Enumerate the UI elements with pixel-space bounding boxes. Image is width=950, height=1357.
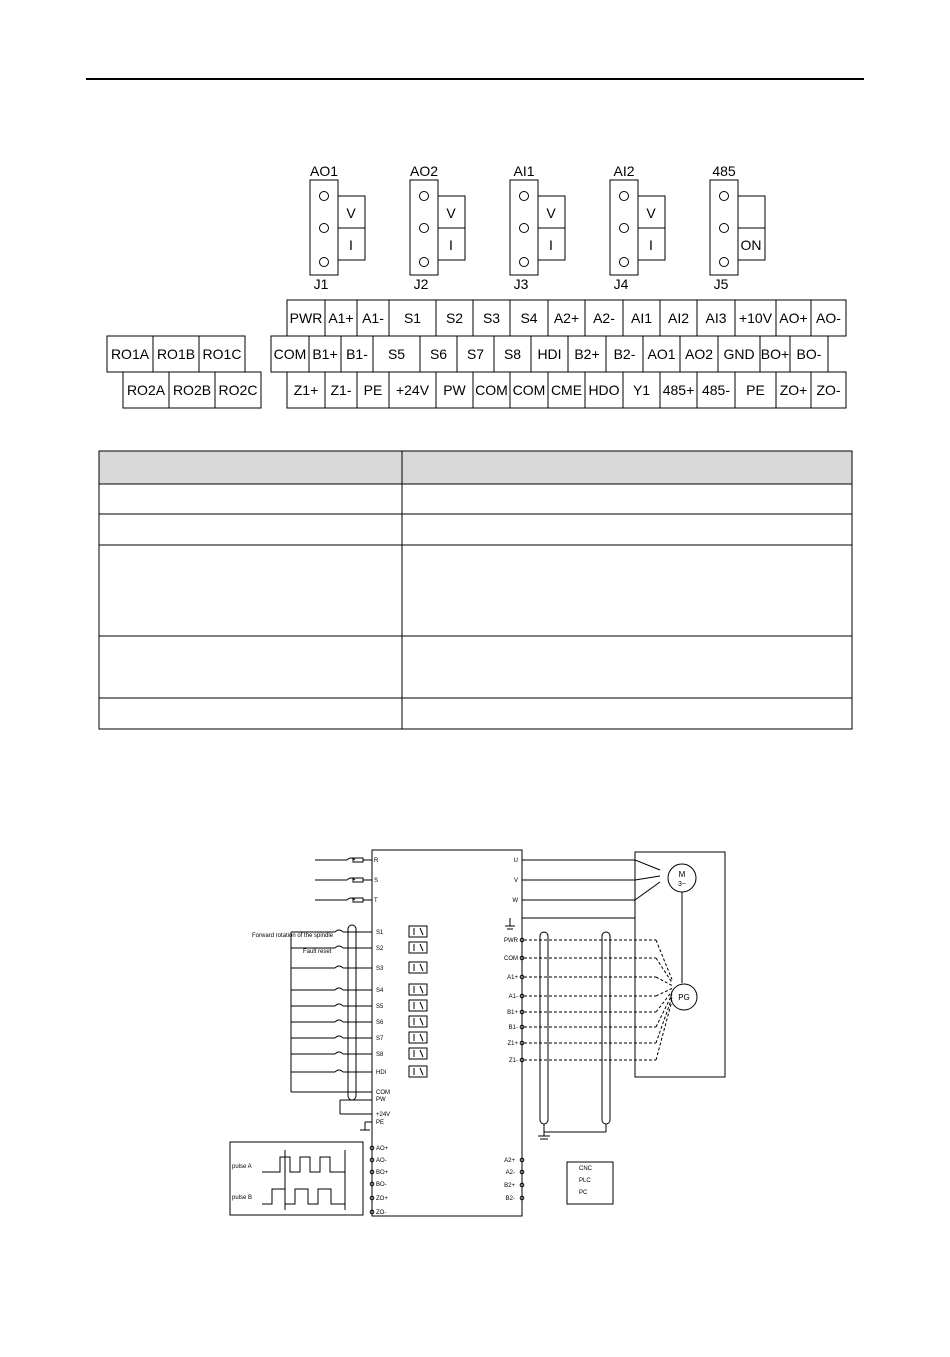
input-label: S5 bbox=[376, 1004, 384, 1010]
terminal-label: S5 bbox=[387, 346, 406, 362]
terminal-label: PE bbox=[746, 382, 765, 398]
controller-label: CNC bbox=[579, 1166, 592, 1172]
input-switch bbox=[335, 1070, 343, 1072]
jumper-body bbox=[410, 180, 438, 275]
com-label: PW bbox=[376, 1097, 386, 1103]
aux-terminal-label: B2- bbox=[505, 1196, 515, 1202]
aux-terminal-label: A2- bbox=[505, 1170, 515, 1176]
pulse-b-wave bbox=[262, 1189, 345, 1204]
power-input-label: R bbox=[374, 858, 379, 864]
input-label: S1 bbox=[376, 930, 384, 936]
jumper-pos-label: I bbox=[649, 237, 653, 253]
optocoupler-mark bbox=[420, 986, 423, 993]
terminal-label: COM bbox=[475, 382, 508, 398]
terminal-label: AO1 bbox=[647, 346, 676, 362]
terminal-label: A1+ bbox=[328, 310, 354, 326]
terminal-label: A1- bbox=[362, 310, 384, 326]
terminal-label: AI3 bbox=[705, 310, 727, 326]
terminal-label: ZO- bbox=[816, 382, 841, 398]
input-switch bbox=[335, 930, 343, 932]
terminal-label: COM bbox=[512, 382, 546, 398]
output-label: ZO- bbox=[376, 1210, 387, 1216]
terminal-label: +10V bbox=[738, 310, 773, 326]
output-label: AO+ bbox=[376, 1146, 389, 1152]
terminal-label: B2- bbox=[613, 346, 636, 362]
terminal-label: A2+ bbox=[553, 310, 580, 326]
terminal-label: PE bbox=[363, 382, 383, 398]
optocoupler-mark bbox=[420, 1002, 423, 1009]
terminal-label: AI1 bbox=[630, 310, 653, 326]
output-label: AO- bbox=[376, 1158, 387, 1164]
motor-output-label: U bbox=[513, 858, 518, 864]
terminal-label: 485- bbox=[701, 382, 731, 398]
input-label: S2 bbox=[376, 946, 384, 952]
jumper-label: AO2 bbox=[409, 163, 439, 179]
com-label: +24V bbox=[376, 1112, 391, 1118]
encoder-terminal-label: A1+ bbox=[507, 975, 518, 981]
terminal-label: PWR bbox=[289, 310, 323, 326]
encoder-terminal-label: B1+ bbox=[507, 1010, 518, 1016]
optocoupler-mark bbox=[420, 964, 423, 971]
encoder-terminal-label: B1- bbox=[508, 1025, 518, 1031]
terminal-label: RO2B bbox=[172, 382, 212, 398]
power-input-label: S bbox=[374, 878, 379, 884]
jumper-pos-box bbox=[738, 196, 765, 228]
encoder-wire bbox=[656, 977, 672, 986]
table-border bbox=[99, 451, 852, 729]
controller-label: PC bbox=[579, 1190, 588, 1196]
terminal-block bbox=[107, 300, 846, 408]
motor-output-label: W bbox=[512, 898, 518, 904]
jumper-pos-label: I bbox=[449, 237, 453, 253]
terminal-label: S7 bbox=[466, 346, 485, 362]
jumper-pos-label: I bbox=[549, 237, 553, 253]
motor-label: M bbox=[678, 870, 686, 879]
jumper-id: J3 bbox=[513, 276, 529, 292]
input-shield bbox=[348, 925, 356, 1100]
encoder-terminal-label: Z1+ bbox=[507, 1041, 518, 1047]
input-label: S8 bbox=[376, 1052, 384, 1058]
output-label: BO- bbox=[376, 1182, 387, 1188]
pulse-label: pulse B bbox=[232, 1195, 253, 1201]
jumper-body bbox=[510, 180, 538, 275]
jumper-body bbox=[310, 180, 338, 275]
terminal-label: S3 bbox=[482, 310, 501, 326]
terminal-label: S6 bbox=[429, 346, 448, 362]
motor-output-label: V bbox=[513, 878, 518, 884]
controller-label: PLC bbox=[579, 1178, 591, 1184]
jumper-body bbox=[710, 180, 738, 275]
terminal-label: AO- bbox=[816, 310, 841, 326]
terminal-label: RO1A bbox=[110, 346, 150, 362]
optocoupler bbox=[409, 1032, 427, 1043]
optocoupler-mark bbox=[420, 1050, 423, 1057]
input-switch bbox=[335, 1052, 343, 1054]
input-label: S6 bbox=[376, 1020, 384, 1026]
empty-table bbox=[99, 451, 852, 729]
terminal-label: HDO bbox=[588, 382, 620, 398]
motor-wire bbox=[635, 882, 660, 900]
optocoupler-mark bbox=[420, 928, 423, 935]
optocoupler bbox=[409, 984, 427, 995]
input-switch bbox=[335, 966, 343, 968]
com-label: COM bbox=[376, 1090, 390, 1096]
terminal-label: Z1- bbox=[330, 382, 352, 398]
wiring-diagram bbox=[230, 850, 725, 1216]
optocoupler bbox=[409, 1066, 427, 1077]
jumper-label: AI1 bbox=[513, 163, 535, 179]
jumper-id: J4 bbox=[613, 276, 629, 292]
encoder-terminal-label: A1- bbox=[508, 994, 518, 1000]
encoder-wire bbox=[656, 940, 672, 980]
terminal-label: B2+ bbox=[574, 346, 600, 362]
terminal-label: RO2A bbox=[126, 382, 166, 398]
optocoupler-mark bbox=[420, 1034, 423, 1041]
optocoupler-mark bbox=[420, 1068, 423, 1075]
terminal-label: A2- bbox=[593, 310, 615, 326]
table-header-fill bbox=[99, 451, 852, 484]
jumper-pos-label: ON bbox=[740, 237, 762, 253]
input-label: S3 bbox=[376, 966, 384, 972]
input-switch bbox=[335, 1004, 343, 1006]
jumper-label: AO1 bbox=[309, 163, 339, 179]
input-switch bbox=[335, 1020, 343, 1022]
input-note: Fault reset bbox=[303, 949, 332, 955]
terminal-label: S4 bbox=[520, 310, 538, 326]
jumper-pos-label: V bbox=[646, 205, 656, 221]
encoder-label: PG bbox=[678, 993, 690, 1002]
input-switch bbox=[335, 1036, 343, 1038]
output-label: BO+ bbox=[376, 1170, 389, 1176]
optocoupler bbox=[409, 942, 427, 953]
encoder-terminal-label: PWR bbox=[504, 938, 518, 944]
jumper-label: 485 bbox=[712, 163, 736, 179]
jumper-pos-label: V bbox=[446, 205, 456, 221]
aux-terminal-label: B2+ bbox=[504, 1183, 515, 1189]
com-label: PE bbox=[376, 1120, 385, 1126]
drive-outline bbox=[372, 850, 522, 1216]
terminal-label: RO1C bbox=[202, 346, 242, 362]
optocoupler bbox=[409, 926, 427, 937]
terminal-label: AO2 bbox=[684, 346, 714, 362]
encoder-terminal-label: COM bbox=[504, 956, 518, 962]
optocoupler-mark bbox=[420, 944, 423, 951]
input-switch bbox=[335, 988, 343, 990]
motor-sub-label: 3~ bbox=[678, 881, 686, 888]
terminal-label: RO1B bbox=[156, 346, 196, 362]
optocoupler-mark bbox=[420, 1018, 423, 1025]
power-input-label: T bbox=[374, 898, 378, 904]
terminal-label: S2 bbox=[445, 310, 464, 326]
input-label: S7 bbox=[376, 1036, 384, 1042]
jumper-pos-label: V bbox=[546, 205, 556, 221]
optocoupler bbox=[409, 1048, 427, 1059]
cable-shield bbox=[602, 932, 610, 1124]
terminal-label: BO- bbox=[796, 346, 822, 362]
encoder-wire bbox=[656, 998, 672, 1044]
optocoupler bbox=[409, 1016, 427, 1027]
jumper-body bbox=[610, 180, 638, 275]
optocoupler bbox=[409, 962, 427, 973]
terminal-label: S1 bbox=[403, 310, 422, 326]
terminal-label: S8 bbox=[503, 346, 522, 362]
terminal-label: BO+ bbox=[760, 346, 790, 362]
terminal-label: +24V bbox=[395, 382, 430, 398]
jumper-group bbox=[310, 163, 765, 292]
terminal-label: AI2 bbox=[667, 310, 690, 326]
motor-wire bbox=[635, 860, 660, 870]
encoder-terminal-label: Z1- bbox=[509, 1058, 518, 1064]
terminal-label: CME bbox=[550, 382, 583, 398]
jumper-label: AI2 bbox=[613, 163, 635, 179]
encoder-wire bbox=[656, 1001, 672, 1061]
terminal-label: Y1 bbox=[632, 382, 651, 398]
input-label: S4 bbox=[376, 988, 384, 994]
terminal-label: RO2C bbox=[218, 382, 258, 398]
jumper-id: J1 bbox=[313, 276, 329, 292]
jumper-id: J2 bbox=[413, 276, 429, 292]
terminal-label: 485+ bbox=[662, 382, 695, 398]
terminal-label: AO+ bbox=[779, 310, 808, 326]
pulse-label: pulse A bbox=[232, 1164, 252, 1170]
cable-shield bbox=[540, 932, 548, 1124]
input-note: Forward rotation of the spindle bbox=[252, 933, 334, 939]
aux-terminal-label: A2+ bbox=[504, 1158, 515, 1164]
terminal-label: PW bbox=[443, 382, 466, 398]
terminal-label: HDI bbox=[537, 346, 562, 362]
jumper-id: J5 bbox=[713, 276, 729, 292]
output-label: ZO+ bbox=[376, 1196, 388, 1202]
terminal-label: Z1+ bbox=[293, 382, 319, 398]
terminal-label: B1- bbox=[346, 346, 368, 362]
jumper-pos-label: V bbox=[346, 205, 356, 221]
terminal-label: GND bbox=[723, 346, 755, 362]
jumper-pos-label: I bbox=[349, 237, 353, 253]
terminal-label: ZO+ bbox=[779, 382, 808, 398]
input-switch bbox=[335, 946, 343, 948]
terminal-label: B1+ bbox=[312, 346, 338, 362]
pulse-a-wave bbox=[262, 1157, 345, 1172]
terminal-label: COM bbox=[273, 346, 307, 362]
optocoupler bbox=[409, 1000, 427, 1011]
motor-wire bbox=[635, 876, 660, 880]
input-label: HDI bbox=[376, 1070, 387, 1076]
